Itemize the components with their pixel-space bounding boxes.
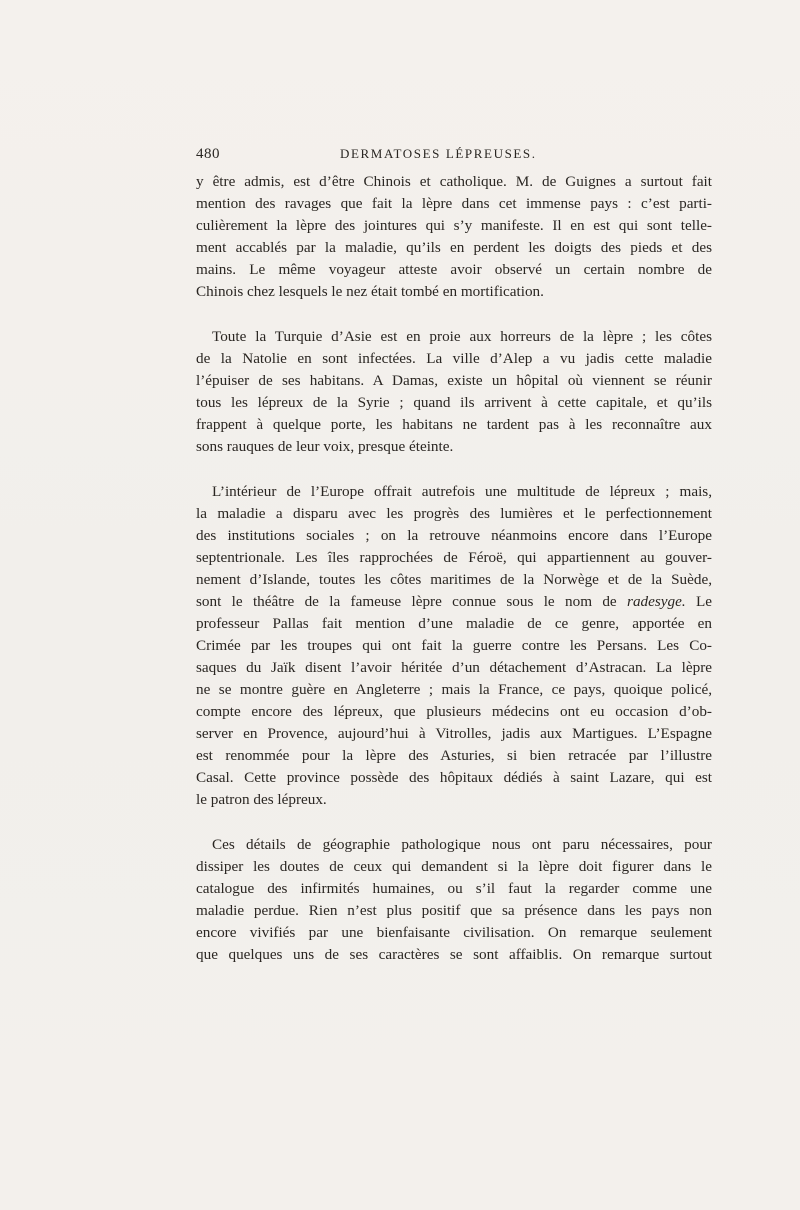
- body-text: [196, 171, 712, 966]
- text-line: professeur Pallas fait mention d’une maladie de ce genre, apportée en: [196, 615, 712, 632]
- italic-term: radesyge.: [627, 593, 686, 610]
- text-line: Casal. Cette province possède des hôpitaux dédiés à saint Lazare, qui est: [196, 769, 712, 786]
- text-line: Crimée par les troupes qui ont fait la guerre contre les Persans. Les Co-: [196, 637, 712, 654]
- text-line: septentrionale. Les îles rapprochées de Féroë, qui appartiennent au gouver-: [196, 549, 712, 566]
- text-line: encore vivifiés par une bienfaisante civilisation. On remarque seulement: [196, 924, 712, 941]
- text-line: Ces détails de géographie pathologique nous ont paru nécessaires, pour: [212, 836, 712, 853]
- paragraph-spacer: [196, 303, 712, 326]
- text-line: que quelques uns de ses caractères se sont affaiblis. On remarque surtout: [196, 946, 712, 963]
- text-line: mention des ravages que fait la lèpre dans cet immense pays : c’est parti-: [196, 195, 712, 212]
- text-line: l’épuiser de ses habitans. A Damas, existe un hôpital où viennent se réunir: [196, 372, 712, 389]
- paragraph-2: [196, 326, 712, 458]
- text-line: saques du Jaïk disent l’avoir héritée d’un détachement d’Astracan. La lèpre: [196, 659, 712, 676]
- text-line: des institutions sociales ; on la retrouve néanmoins encore dans l’Europe: [196, 527, 712, 544]
- text-line: culièrement la lèpre des jointures qui s’y manifeste. Il en est qui sont telle-: [196, 217, 712, 234]
- line-continuation: Le: [696, 593, 713, 610]
- text-line-with-term: [196, 591, 712, 613]
- page-number: 480: [196, 146, 220, 162]
- paragraph-3: [196, 481, 712, 811]
- text-line: tous les lépreux de la Syrie ; quand ils arrivent à cette capitale, et qu’ils: [196, 394, 712, 411]
- paragraph-1: [196, 171, 712, 303]
- text-line: est renommée pour la lèpre des Asturies, si bien retracée par l’illustre: [196, 747, 712, 764]
- paragraph-spacer: [196, 811, 712, 834]
- text-line: le patron des lépreux.: [196, 791, 327, 808]
- text-line: compte encore des lépreux, que plusieurs médecins ont eu occasion d’ob-: [196, 703, 712, 720]
- text-line: L’intérieur de l’Europe offrait autrefois une multitude de lépreux ; mais,: [212, 483, 712, 500]
- text-line: maladie perdue. Rien n’est plus positif que sa présence dans les pays non: [196, 902, 712, 919]
- text-line: dissiper les doutes de ceux qui demandent si la lèpre doit figurer dans le: [196, 858, 712, 875]
- text-line: mains. Le même voyageur atteste avoir observé un certain nombre de: [196, 261, 712, 278]
- running-title: DERMATOSES LÉPREUSES.: [340, 146, 537, 161]
- text-line: y être admis, est d’être Chinois et catholique. M. de Guignes a surtout fait: [196, 173, 712, 190]
- text-line: ne se montre guère en Angleterre ; mais la France, ce pays, quoique policé,: [196, 681, 712, 698]
- text-line: Chinois chez lesquels le nez était tombé en mortification.: [196, 283, 544, 300]
- text-line: Toute la Turquie d’Asie est en proie aux horreurs de la lèpre ; les côtes: [212, 328, 712, 345]
- text-line: frappent à quelque porte, les habitans ne tardent pas à les reconnaître aux: [196, 416, 712, 433]
- paragraph-4: [196, 834, 712, 966]
- text-line: catalogue des infirmités humaines, ou s’il faut la regarder comme une: [196, 880, 712, 897]
- text-line: de la Natolie en sont infectées. La ville d’Alep a vu jadis cette maladie: [196, 350, 712, 367]
- text-line: nement d’Islande, toutes les côtes maritimes de la Norwège et de la Suède,: [196, 571, 712, 588]
- line-text: sont le théâtre de la fameuse lèpre connue sous le nom de: [196, 593, 617, 610]
- text-line: la maladie a disparu avec les progrès des lumières et le perfectionnement: [196, 505, 712, 522]
- text-line: ment accablés par la maladie, qu’ils en perdent les doigts des pieds et des: [196, 239, 712, 256]
- text-line: server en Provence, aujourd’hui à Vitrolles, jadis aux Martigues. L’Espagne: [196, 725, 712, 742]
- text-line: sons rauques de leur voix, presque éteinte.: [196, 438, 454, 455]
- paragraph-spacer: [196, 458, 712, 481]
- page-header: [196, 146, 712, 166]
